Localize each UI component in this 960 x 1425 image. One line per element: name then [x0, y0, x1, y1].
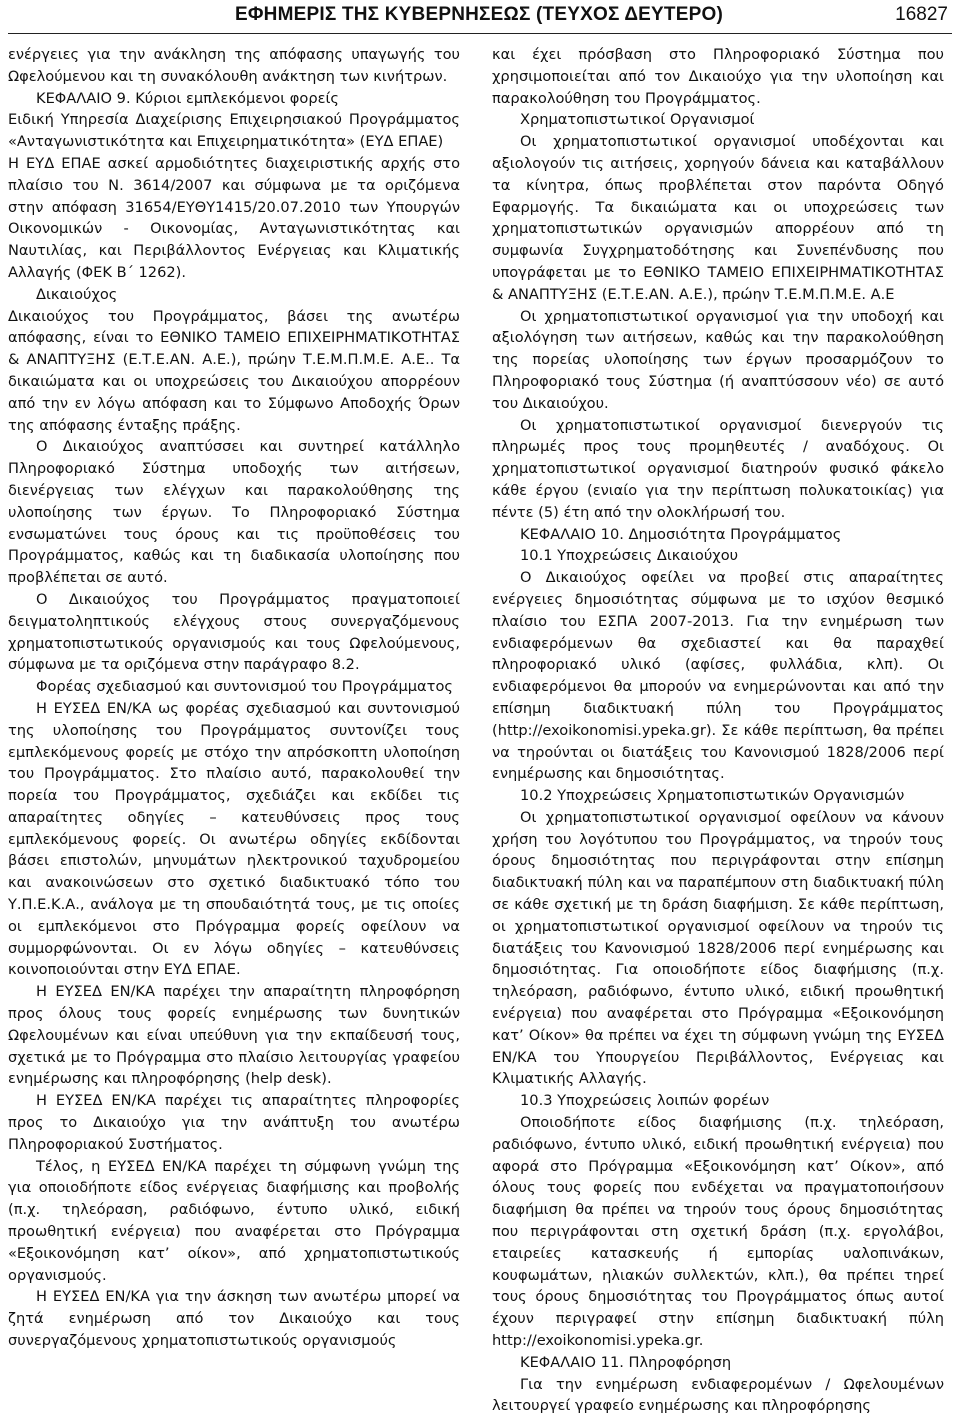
paragraph: Ειδική Υπηρεσία Διαχείρισης Επιχειρησιακού Προγράμματος «Ανταγωνιστικότητα και Επιχειρηματικότητα» (ΕΥΔ ΕΠΑΕ) — [8, 111, 460, 151]
right-column — [492, 44, 944, 1417]
paragraph: Η ΕΥΣΕΔ ΕΝ/ΚΑ παρέχει την απαραίτητη πληροφόρηση προς όλους τους φορείς ενημέρωσης των δυνητικών Ωφελουμένων και είναι υπεύθυνη για την εκπαίδευσή τους, σχετικά με το Πρόγραμμα στο πλαίσιο λειτουργίας γραφείου ενημέρωσης και πληροφόρησης (help desk). — [8, 983, 460, 1088]
paragraph: 10.2 Υποχρεώσεις Χρηματοπιστωτικών Οργανισμών — [520, 787, 905, 805]
paragraph: Οι χρηματοπιστωτικοί οργανισμοί για την υποδοχή και αξιολόγηση των αιτήσεων, καθώς και την παρακολούθηση της πορείας υλοποίησης των έργων προσαρμόζουν το Πληροφοριακό τους Σύστημα (ή αναπτύσσουν νέο) σε αυτό του Δικαιούχου. — [492, 307, 944, 412]
paragraph: και έχει πρόσβαση στο Πληροφοριακό Σύστημα που χρησιμοποιείται από τον Δικαιούχο για την υλοποίηση και παρακολούθηση του Προγράμματος. — [492, 46, 944, 107]
paragraph: 10.3 Υποχρεώσεις λοιπών φορέων — [520, 1092, 770, 1110]
paragraph: Η ΕΥΣΕΔ ΕΝ/ΚΑ ως φορέας σχεδιασμού και συντονισμού της υλοποίησης του Προγράμματος συντονίζει τους εμπλεκόμενους φορείς με στόχο την απρόσκοπτη υλοποίηση του Προγράμματος. Στο πλαίσιο αυτό, παρακολουθεί την πορεία του Προγράμματος, σχεδιάζει και εκδίδει τις απαραίτητες οδηγίες – κατευθύνσεις προς τους εμπλεκόμενους φορείς. Οι ανωτέρω οδηγίες εκδίδονται βάσει επιστολών, μηνυμάτων ηλεκτρονικού ταχυδρομείου και ανακοινώσεων στο σχετικό διαδικτυακό τόπο του Υ.Π.Ε.Κ.Α., ανάλογα με τη σπουδαιότητά τους, με τις οποίες οι εμπλεκόμενοι στο Πρόγραμμα φορείς οφείλουν να συμμορφώνονται. Οι εν λόγω οδηγίες – κατευθύνσεις κοινοποιούνται στην ΕΥΔ ΕΠΑΕ. — [8, 699, 460, 979]
paragraph: Ο Δικαιούχος οφείλει να προβεί στις απαραίτητες ενέργειες δημοσιότητας σύμφωνα με το ισχύον θεσμικό πλαίσιο του ΕΣΠΑ 2007-2013. Για την ενημέρωση των ενδιαφερόμενων θα σχεδιαστεί και θα παραχθεί πληροφοριακό υλικό (αφίσες, φυλλάδια, κλπ). Οι ενδιαφερόμενοι θα μπορούν να ενημερώνονται και από την επίσημη διαδικτυακή πύλη του Προγράμματος (http://exoikonomisi.ypeka.gr). Σε κάθε περίπτωση, θα πρέπει να τηρούνται οι διατάξεις του Κανονισμού 1828/2006 περί ενημέρωσης και δημοσιότητας. — [492, 569, 944, 783]
paragraph: ΚΕΦΑΛΑΙΟ 10. Δημοσιότητα Προγράμματος — [520, 525, 842, 543]
paragraph: Οι χρηματοπιστωτικοί οργανισμοί υποδέχονται και αξιολογούν τις αιτήσεις, χορηγούν δάνεια και καταβάλλουν τα κίνητρα, όπως προβλέπεται στον παρόντα Οδηγό Εφαρμογής. Τα δικαιώματα και οι υποχρεώσεις των χρηματοπιστωτικών οργανισμών απορρέουν από τη συμφωνία Συγχρηματοδότησης και Συνεπένδυσης που υπογράφεται με το ΕΘΝΙΚΟ ΤΑΜΕΙΟ ΕΠΙΧΕΙΡΗΜΑΤΙΚΟΤΗΤΑΣ & ΑΝΑΠΤΥΞΗΣ (Ε.Τ.Ε.ΑΝ. Α.Ε.), πρώην Τ.Ε.Μ.Π.Μ.Ε. Α.Ε — [492, 133, 944, 303]
paragraph: Οι χρηματοπιστωτικοί οργανισμοί οφείλουν να κάνουν χρήση του λογότυπου του Προγράμματος, να τηρούν τους όρους δημοσιότητας που περιγράφονται στην επίσημη διαδικτυακή πύλη και να παραπέμπουν στη διαδικτυακή πύλη σε κάθε σχετική με τη δράση διαφήμιση. Σε κάθε περίπτωση, οι χρηματοπιστωτικοί οργανισμοί οφείλουν να τηρούν τις διατάξεις του Κανονισμού 1828/2006 περί ενημέρωσης και δημοσιότητας. Για οποιοδήποτε είδος διαφήμισης (π.χ. τηλεόραση, ραδιόφωνο, έντυπο υλικό, ειδική προωθητική ενέργεια) που αναφέρεται στο Πρόγραμμα «Εξοικονόμηση κατ’ Οίκον» θα πρέπει να έχει τη σύμφωνη γνώμη της ΕΥΣΕΔ ΕΝ/ΚΑ του Υπουργείου Περιβάλλοντος, Ενέργειας και Κλιματικής Αλλαγής. — [492, 808, 944, 1088]
paragraph: ΚΕΦΑΛΑΙΟ 9. Κύριοι εμπλεκόμενοι φορείς — [36, 89, 339, 107]
paragraph: Ο Δικαιούχος αναπτύσσει και συντηρεί κατάλληλο Πληροφοριακό Σύστημα υποδοχής των αιτήσεων, διενέργειας των ελέγχων και παρακολούθησης της υλοποίησης των έργων. Το Πληροφοριακό Σύστημα ενσωματώνει τους όρους και τις προϋποθέσεις του Προγράμματος, καθώς και τη διαδικασία υλοποίησης που προβλέπεται σε αυτό. — [8, 438, 460, 587]
paragraph: Η ΕΥΣΕΔ ΕΝ/ΚΑ παρέχει τις απαραίτητες πληροφορίες προς το Δικαιούχο για την ανάπτυξη του ανωτέρω Πληροφοριακού Συστήματος. — [8, 1092, 460, 1153]
paragraph: Δικαιούχος — [36, 285, 118, 303]
gazette-title: ΕΦΗΜΕΡΙΣ ΤΗΣ ΚΥΒΕΡΝΗΣΕΩΣ (ΤΕΥΧΟΣ ΔΕΥΤΕΡΟ) — [235, 4, 723, 25]
paragraph: Η ΕΥΣΕΔ ΕΝ/ΚΑ για την άσκηση των ανωτέρω μπορεί να ζητά ενημέρωση από τον Δικαιούχο και τους συνεργαζόμενους χρηματοπιστωτικούς οργανισμούς — [8, 1288, 460, 1350]
paragraph: Ο Δικαιούχος του Προγράμματος πραγματοποιεί δειγματοληπτικούς ελέγχους στους συνεργαζόμενους χρηματοπιστωτικούς οργανισμούς και τους Ωφελούμενους, σύμφωνα με τα οριζόμενα στην παράγραφο 8.2. — [8, 590, 460, 674]
header-divider — [8, 33, 952, 34]
paragraph: ΚΕΦΑΛΑΙΟ 11. Πληροφόρηση — [520, 1353, 732, 1371]
paragraph: Τέλος, η ΕΥΣΕΔ ΕΝ/ΚΑ παρέχει τη σύμφωνη γνώμη της για οποιοδήποτε είδος ενέργειας διαφήμισης και προβολής (π.χ. τηλεόραση, ραδιόφωνο, έντυπο υλικό, ειδική προωθητική ενέργεια) που αναφέρεται στο Πρόγραμμα «Εξοικονόμηση κατ’ οίκον», από χρηματοπιστωτικούς οργανισμούς. — [8, 1157, 460, 1284]
paragraph: ενέργειες για την ανάκληση της απόφασης υπαγωγής του Ωφελούμενου και τη συνακόλουθη ανάκτηση των κινήτρων. — [8, 46, 460, 85]
paragraph: Για την ενημέρωση ενδιαφερομένων / Ωφελουμένων λειτουργεί γραφείο ενημέρωσης και πληροφόρησης — [492, 1375, 944, 1415]
paragraph: Οποιοδήποτε είδος διαφήμισης (π.χ. τηλεόραση, ραδιόφωνο, έντυπο υλικό, ειδική προωθητική ενέργεια) που αφορά στο Πρόγραμμα «Εξοικονόμηση κατ’ Οίκον», από όλους τους φορείς που ενδέχεται να πραγματοποιήσουν διαφήμιση θα πρέπει να τηρούν τους όρους δημοσιότητας που περιγράφονται στη σχετική δράση (π.χ. εργολάβοι, εταιρείες κατασκευής ή εμπορίας υαλοπινάκων, κουφωμάτων, ηλιακών συλλεκτών, κλπ.), θα πρέπει τηρεί τους όρους δημοσιότητας του Προγράμματος όπως αυτοί έχουν περιγραφεί στην επίσημη διαδικτυακή πύλη http://exoikonomisi.ypeka.gr. — [492, 1114, 944, 1350]
page-number: 16827 — [895, 4, 948, 25]
paragraph: Η ΕΥΔ ΕΠΑΕ ασκεί αρμοδιότητες διαχειριστικής αρχής στο πλαίσιο του Ν. 3614/2007 και σύμφωνα με τα οριζόμενα στην απόφαση 31654/ΕΥΘΥ1415/20.07.2010 των Υπουργών Οικονομικών - Οικονομίας, Ανταγωνιστικότητας και Ναυτιλίας, και Περιβάλλοντος Ενέργειας και Κλιματικής Αλλαγής (ΦΕΚ Β΄ 1262). — [8, 154, 460, 281]
paragraph: Φορέας σχεδιασμού και συντονισμού του Προγράμματος — [36, 678, 453, 696]
paragraph: Δικαιούχος του Προγράμματος, βάσει της ανωτέρω απόφασης, είναι το ΕΘΝΙΚΟ ΤΑΜΕΙΟ ΕΠΙΧΕΙΡΗΜΑΤΙΚΟΤΗΤΑΣ & ΑΝΑΠΤΥΞΗΣ (Ε.Τ.Ε.ΑΝ. Α.Ε.), πρώην Τ.Ε.Μ.Π.Μ.Ε. Α.Ε.. Τα δικαιώματα και οι υποχρεώσεις του Δικαιούχου απορρέουν από την εν λόγω απόφαση και το Σύμφωνο Αποδοχής Όρων της απόφασης ένταξης πράξης. — [8, 307, 460, 434]
left-column — [8, 44, 460, 1352]
paragraph: Οι χρηματοπιστωτικοί οργανισμοί διενεργούν τις πληρωμές προς τους προμηθευτές / αναδόχους. Οι χρηματοπιστωτικοί οργανισμοί διατηρούν φυσικό φάκελο κάθε έργου (ενιαίο για την περίπτωση πολυκατοικίας) για πέντε (5) έτη από την ολοκλήρωσή του. — [492, 416, 944, 521]
page-header — [0, 4, 960, 30]
paragraph: 10.1 Υποχρεώσεις Δικαιούχου — [520, 547, 739, 565]
paragraph: Χρηματοπιστωτικοί Οργανισμοί — [520, 111, 755, 129]
